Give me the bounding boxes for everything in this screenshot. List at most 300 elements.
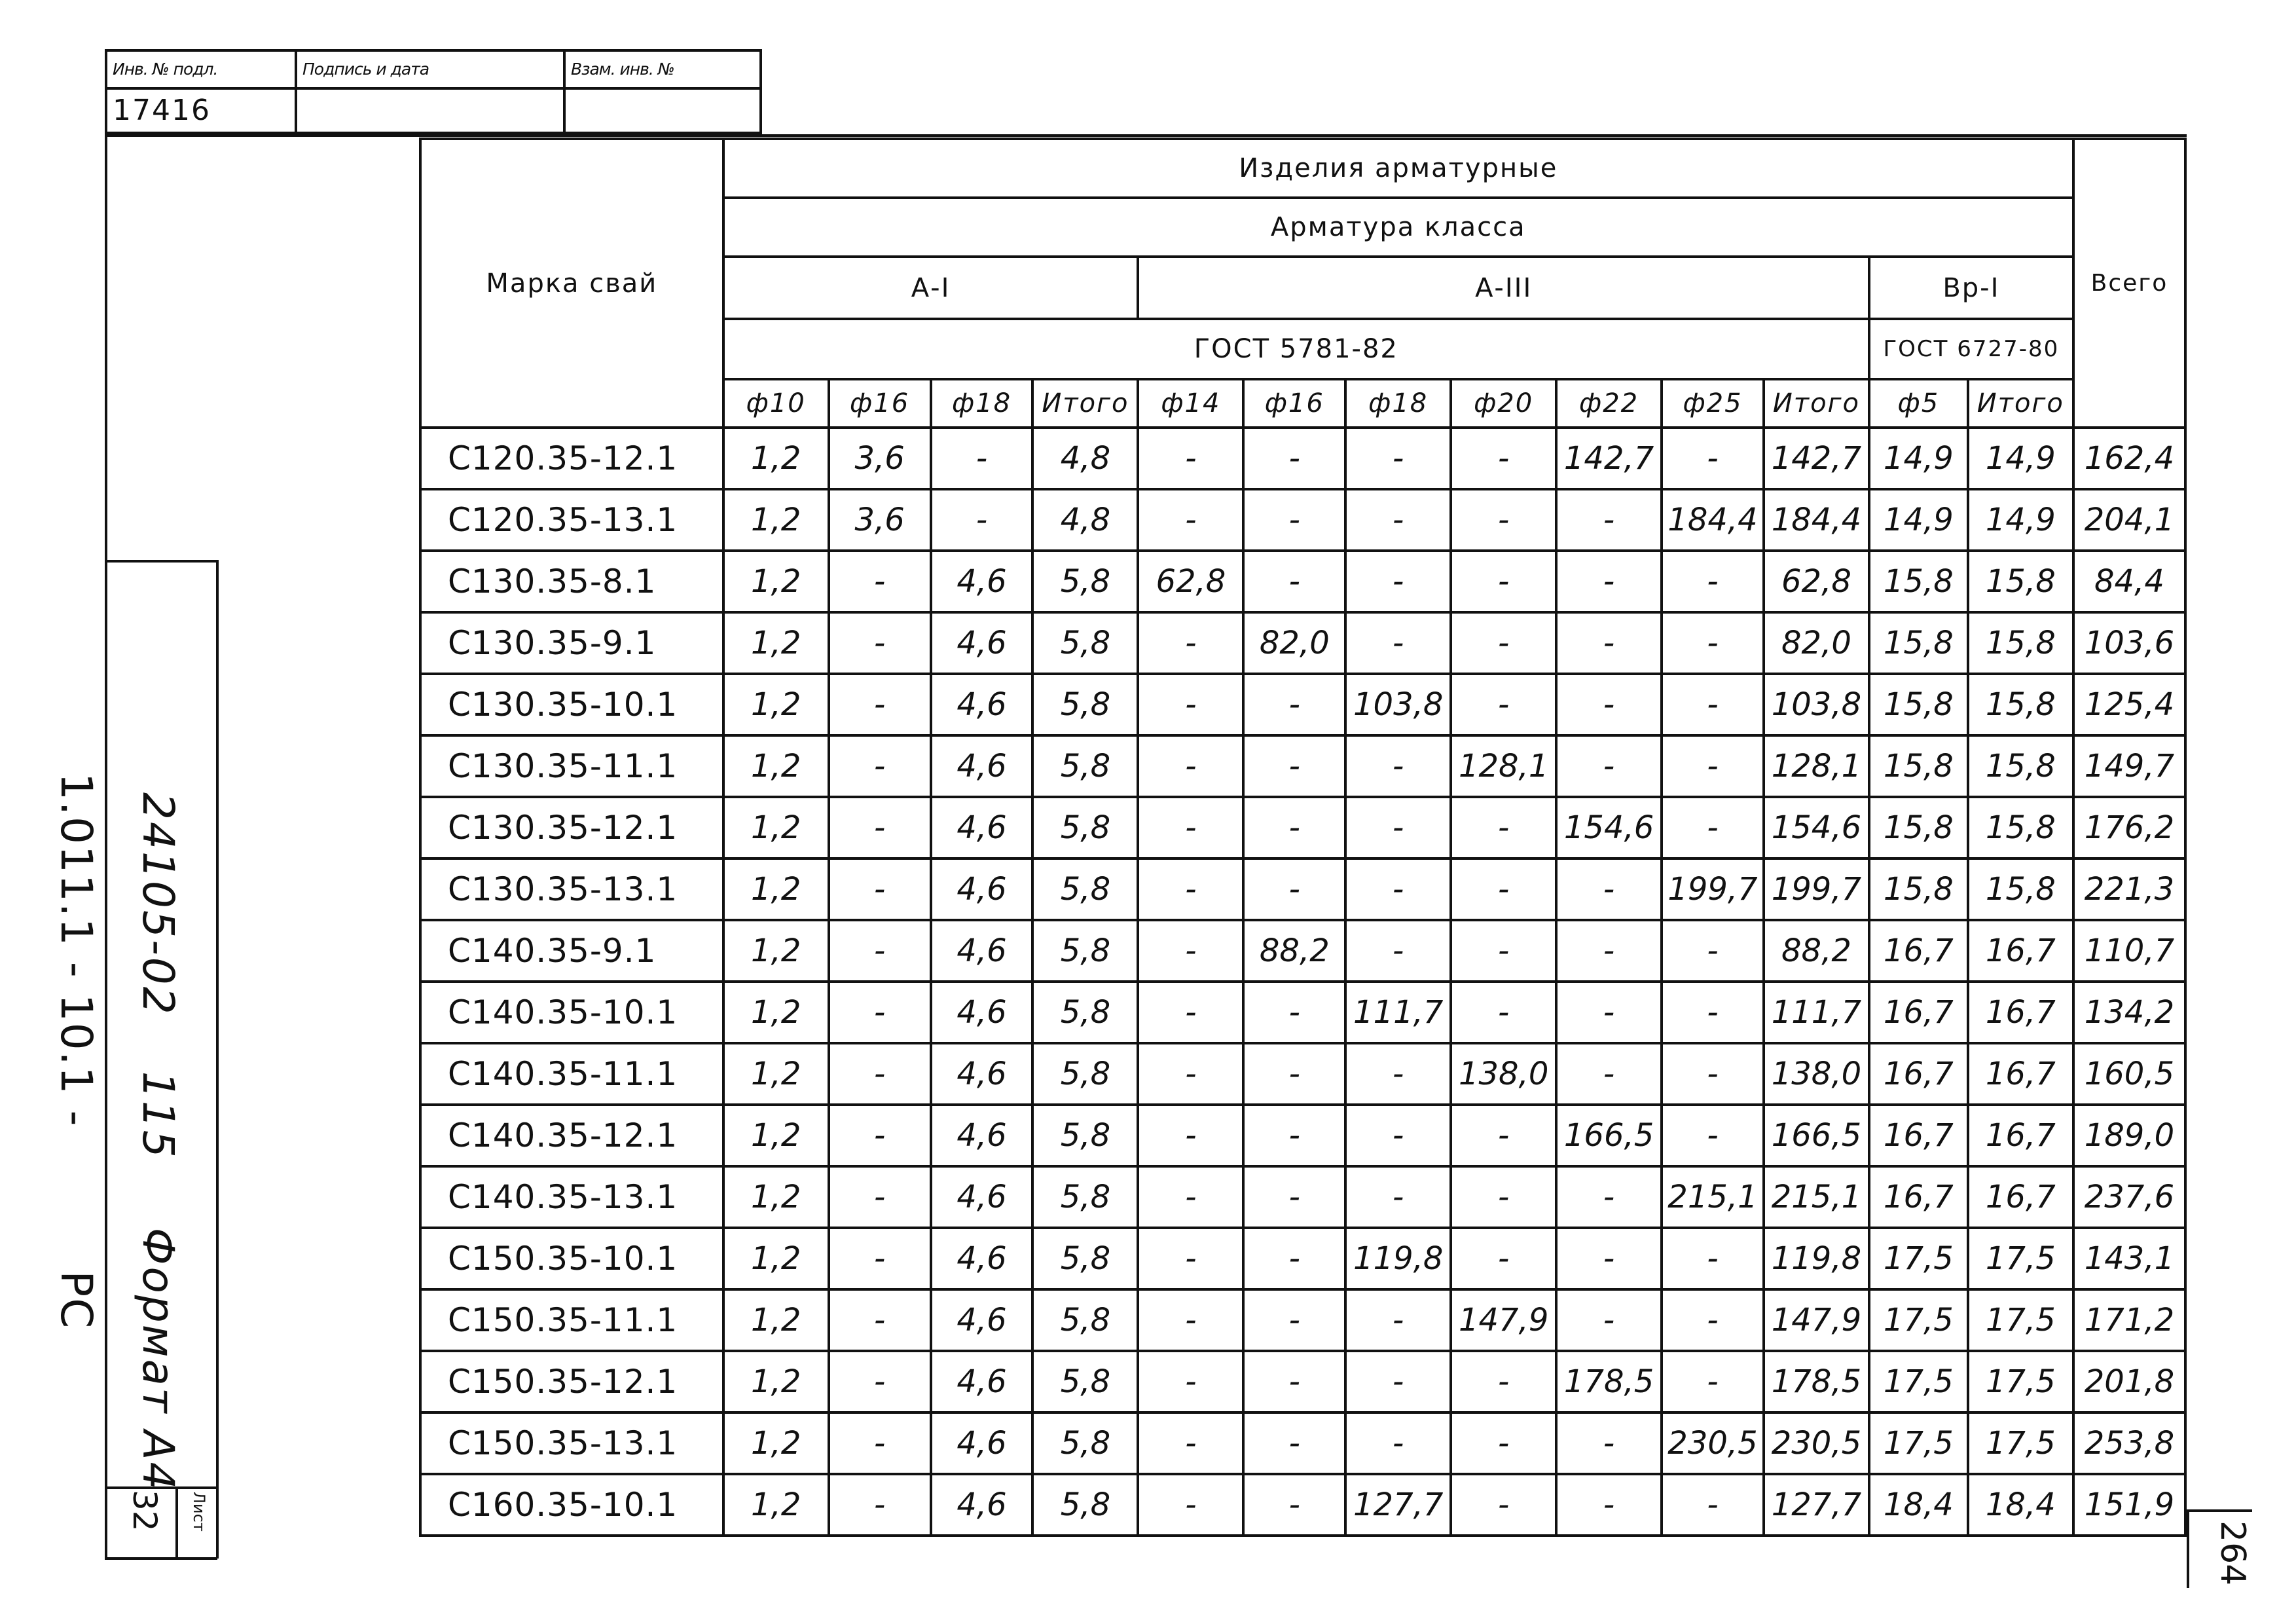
mass-cell: 4,6 <box>931 1412 1033 1474</box>
row-total-cell: 171,2 <box>2073 1289 2185 1351</box>
mass-cell: 1,2 <box>723 612 829 674</box>
mass-cell: - <box>1345 612 1451 674</box>
mass-cell: 5,8 <box>1032 1043 1138 1105</box>
mass-cell: 147,9 <box>1451 1289 1556 1351</box>
mass-cell: - <box>931 428 1033 489</box>
mass-cell: 5,8 <box>1032 797 1138 858</box>
mass-cell: 5,8 <box>1032 1412 1138 1474</box>
mass-cell: 14,9 <box>1968 489 2073 551</box>
mass-cell: - <box>1662 1474 1764 1536</box>
mass-cell: - <box>1243 1166 1345 1228</box>
mass-cell: - <box>1556 982 1662 1043</box>
mass-cell: - <box>931 489 1033 551</box>
mass-cell: - <box>1451 1474 1556 1536</box>
mass-cell: - <box>1451 489 1556 551</box>
mass-cell: - <box>1243 489 1345 551</box>
mass-cell: 16,7 <box>1869 1166 1968 1228</box>
row-total-cell: 162,4 <box>2073 428 2185 489</box>
frame-left-border <box>105 134 107 1559</box>
pile-mark-cell: С130.35-13.1 <box>420 858 723 920</box>
mass-cell: - <box>1662 674 1764 735</box>
mass-cell: - <box>1451 982 1556 1043</box>
mass-cell: 4,6 <box>931 797 1033 858</box>
table-row <box>420 674 2185 735</box>
mass-cell: - <box>1662 612 1764 674</box>
frame-bottom-border <box>105 1557 217 1560</box>
mass-cell: - <box>1662 1043 1764 1105</box>
mass-cell: - <box>1662 735 1764 797</box>
mass-cell: - <box>1556 551 1662 612</box>
mass-cell: - <box>1451 612 1556 674</box>
mass-cell: 103,8 <box>1345 674 1451 735</box>
mass-cell: 15,8 <box>1869 735 1968 797</box>
pile-mark-cell: С130.35-8.1 <box>420 551 723 612</box>
mass-cell: 1,2 <box>723 1412 829 1474</box>
row-total-cell: 160,5 <box>2073 1043 2185 1105</box>
mass-cell: 4,6 <box>931 1474 1033 1536</box>
mass-cell: - <box>1243 1474 1345 1536</box>
table-row <box>420 1289 2185 1351</box>
pile-mark-cell: С140.35-9.1 <box>420 920 723 982</box>
sheet-label: Лист <box>190 1492 208 1532</box>
mass-cell: 215,1 <box>1662 1166 1764 1228</box>
row-total-cell: 149,7 <box>2073 735 2185 797</box>
row-total-cell: 110,7 <box>2073 920 2185 982</box>
mass-cell: 15,8 <box>1869 551 1968 612</box>
diameter-header: ф18 <box>1345 379 1451 428</box>
mass-cell: 147,9 <box>1764 1289 1869 1351</box>
product-header: Изделия арматурные <box>723 139 2073 198</box>
margin-column-top <box>105 560 217 563</box>
mass-cell: 4,6 <box>931 674 1033 735</box>
mass-cell: 16,7 <box>1968 920 2073 982</box>
mass-cell: 4,6 <box>931 1351 1033 1412</box>
mass-cell: 4,8 <box>1032 428 1138 489</box>
mass-cell: 4,6 <box>931 1043 1033 1105</box>
stamp-inventory-number: 17416 <box>106 88 296 133</box>
mass-cell: - <box>1345 735 1451 797</box>
mass-cell: 17,5 <box>1968 1228 2073 1289</box>
mass-cell: 128,1 <box>1764 735 1869 797</box>
corner-code-box-side <box>2187 1509 2189 1588</box>
table-row <box>420 735 2185 797</box>
corner-code-box-top <box>2187 1509 2252 1512</box>
row-total-cell: 143,1 <box>2073 1228 2185 1289</box>
mass-cell: - <box>1662 1228 1764 1289</box>
mass-cell: - <box>1138 1412 1243 1474</box>
mass-cell: - <box>1556 1474 1662 1536</box>
diameter-header: ф18 <box>931 379 1033 428</box>
mass-cell: 119,8 <box>1764 1228 1869 1289</box>
mass-cell: - <box>829 612 931 674</box>
mass-cell: 4,6 <box>931 1228 1033 1289</box>
pile-mark-cell: С140.35-13.1 <box>420 1166 723 1228</box>
pile-mark-cell: С150.35-12.1 <box>420 1351 723 1412</box>
mass-cell: 4,6 <box>931 551 1033 612</box>
mass-cell: - <box>1243 551 1345 612</box>
diameter-header: ф22 <box>1556 379 1662 428</box>
mass-cell: 230,5 <box>1662 1412 1764 1474</box>
stamp-signature-cell <box>296 88 564 133</box>
mass-cell: - <box>1138 489 1243 551</box>
mass-cell: 4,6 <box>931 735 1033 797</box>
row-total-cell: 84,4 <box>2073 551 2185 612</box>
mass-cell: - <box>1138 1043 1243 1105</box>
mass-cell: 17,5 <box>1968 1289 2073 1351</box>
mass-cell: 1,2 <box>723 551 829 612</box>
mass-cell: - <box>1243 1289 1345 1351</box>
mass-cell: - <box>1556 1412 1662 1474</box>
mass-cell: 199,7 <box>1764 858 1869 920</box>
designation-suffix: РС <box>51 1270 101 1330</box>
mass-cell: - <box>1345 1351 1451 1412</box>
diameter-header: Итого <box>1764 379 1869 428</box>
mass-cell: - <box>829 1166 931 1228</box>
mass-cell: 166,5 <box>1556 1105 1662 1166</box>
diameter-header: Итого <box>1968 379 2073 428</box>
mass-cell: - <box>1243 674 1345 735</box>
mass-cell: 154,6 <box>1764 797 1869 858</box>
mass-cell: 16,7 <box>1968 1105 2073 1166</box>
mass-cell: 16,7 <box>1968 1043 2073 1105</box>
mass-cell: - <box>829 920 931 982</box>
mass-cell: 142,7 <box>1556 428 1662 489</box>
stamp-value-row <box>106 88 761 133</box>
mass-cell: 5,8 <box>1032 858 1138 920</box>
mass-cell: 119,8 <box>1345 1228 1451 1289</box>
total-header: Всего <box>2073 139 2185 428</box>
reinforcement-spec-table <box>419 138 2187 1537</box>
pile-mark-cell: С130.35-9.1 <box>420 612 723 674</box>
mass-cell: 16,7 <box>1869 1043 1968 1105</box>
mass-cell: 5,8 <box>1032 551 1138 612</box>
mass-cell: 88,2 <box>1243 920 1345 982</box>
mass-cell: 184,4 <box>1662 489 1764 551</box>
mass-cell: 1,2 <box>723 1105 829 1166</box>
mass-cell: 14,9 <box>1968 428 2073 489</box>
row-total-cell: 253,8 <box>2073 1412 2185 1474</box>
format-label: Формат А4 <box>133 1227 183 1492</box>
mass-cell: - <box>829 1043 931 1105</box>
mass-cell: - <box>1138 982 1243 1043</box>
mass-cell: 178,5 <box>1556 1351 1662 1412</box>
mass-cell: - <box>1345 1043 1451 1105</box>
table-row <box>420 1351 2185 1412</box>
table-row <box>420 920 2185 982</box>
mass-cell: 62,8 <box>1138 551 1243 612</box>
mass-cell: 5,8 <box>1032 612 1138 674</box>
mass-cell: - <box>1243 735 1345 797</box>
row-total-cell: 237,6 <box>2073 1166 2185 1228</box>
mass-cell: 138,0 <box>1451 1043 1556 1105</box>
diameter-header: ф16 <box>829 379 931 428</box>
mass-cell: - <box>1451 920 1556 982</box>
mass-cell: 1,2 <box>723 735 829 797</box>
mass-cell: 4,8 <box>1032 489 1138 551</box>
group-header-a3: А-III <box>1138 257 1869 319</box>
mass-cell: - <box>1138 612 1243 674</box>
pile-mark-cell: С120.35-13.1 <box>420 489 723 551</box>
mass-cell: - <box>1451 1166 1556 1228</box>
mass-cell: 111,7 <box>1345 982 1451 1043</box>
mass-cell: - <box>1138 858 1243 920</box>
mass-cell: - <box>1345 1289 1451 1351</box>
mass-cell: - <box>1138 920 1243 982</box>
mass-cell: 166,5 <box>1764 1105 1869 1166</box>
mass-cell: 1,2 <box>723 1166 829 1228</box>
mass-cell: - <box>1662 1105 1764 1166</box>
designation-vertical <box>51 773 101 1359</box>
mass-cell: - <box>1243 1351 1345 1412</box>
mass-cell: 15,8 <box>1869 797 1968 858</box>
mass-cell: - <box>829 551 931 612</box>
row-total-cell: 134,2 <box>2073 982 2185 1043</box>
table-row <box>420 1166 2185 1228</box>
document-code: 24105-02 <box>133 792 183 1016</box>
mass-cell: - <box>1138 1166 1243 1228</box>
table-row <box>420 428 2185 489</box>
mass-cell: 15,8 <box>1869 612 1968 674</box>
table-row <box>420 489 2185 551</box>
mass-cell: - <box>1662 920 1764 982</box>
row-total-cell: 204,1 <box>2073 489 2185 551</box>
pile-mark-cell: С120.35-12.1 <box>420 428 723 489</box>
mass-cell: 15,8 <box>1968 551 2073 612</box>
page-number: 115 <box>133 1071 183 1160</box>
pile-mark-cell: С140.35-11.1 <box>420 1043 723 1105</box>
mass-cell: - <box>1243 1412 1345 1474</box>
mass-cell: 1,2 <box>723 982 829 1043</box>
mass-cell: - <box>1451 674 1556 735</box>
mass-cell: 4,6 <box>931 1105 1033 1166</box>
pile-mark-cell: С140.35-12.1 <box>420 1105 723 1166</box>
class-header: Арматура класса <box>723 198 2073 257</box>
pile-mark-cell: С160.35-10.1 <box>420 1474 723 1536</box>
mass-cell: 1,2 <box>723 1289 829 1351</box>
mass-cell: - <box>1662 428 1764 489</box>
group-header-vr1: Вр-I <box>1869 257 2073 319</box>
mass-cell: 5,8 <box>1032 1351 1138 1412</box>
mass-cell: - <box>1138 1105 1243 1166</box>
mass-cell: 15,8 <box>1968 612 2073 674</box>
stamp-header-row <box>106 50 761 88</box>
mass-cell: - <box>1451 428 1556 489</box>
table-row <box>420 1412 2185 1474</box>
mass-cell: 1,2 <box>723 428 829 489</box>
mass-cell: - <box>1138 674 1243 735</box>
mass-cell: - <box>829 1289 931 1351</box>
mass-cell: 111,7 <box>1764 982 1869 1043</box>
mass-cell: - <box>1243 1105 1345 1166</box>
mass-cell: - <box>1451 551 1556 612</box>
mass-cell: 1,2 <box>723 920 829 982</box>
mass-cell: - <box>1345 920 1451 982</box>
mass-cell: - <box>829 1105 931 1166</box>
mass-cell: 1,2 <box>723 1474 829 1536</box>
mass-cell: - <box>1451 1412 1556 1474</box>
mass-cell: - <box>1662 1289 1764 1351</box>
mass-cell: 17,5 <box>1869 1228 1968 1289</box>
mass-cell: - <box>829 1412 931 1474</box>
gost-main-header: ГОСТ 5781-82 <box>723 319 1869 379</box>
mass-cell: - <box>1662 1351 1764 1412</box>
stamp-header-cell: Подпись и дата <box>296 50 564 88</box>
diameter-header: Итого <box>1032 379 1138 428</box>
mass-cell: 14,9 <box>1869 428 1968 489</box>
sheet-number: 32 <box>126 1490 164 1532</box>
diameter-header: ф20 <box>1451 379 1556 428</box>
mass-cell: 16,7 <box>1869 1105 1968 1166</box>
mass-cell: 5,8 <box>1032 1166 1138 1228</box>
mass-cell: - <box>829 1228 931 1289</box>
mass-cell: 4,6 <box>931 1166 1033 1228</box>
mass-cell: 17,5 <box>1869 1412 1968 1474</box>
table-row <box>420 982 2185 1043</box>
frame-top-border <box>105 134 2187 137</box>
mass-cell: 230,5 <box>1764 1412 1869 1474</box>
mass-cell: 1,2 <box>723 858 829 920</box>
mass-cell: 15,8 <box>1968 858 2073 920</box>
mass-cell: 103,8 <box>1764 674 1869 735</box>
stamp-header-cell: Взам. инв. № <box>564 50 761 88</box>
mass-cell: 15,8 <box>1968 674 2073 735</box>
table-row <box>420 551 2185 612</box>
mass-cell: - <box>1451 797 1556 858</box>
corner-page-code: 264 <box>2213 1521 2252 1586</box>
mass-cell: 82,0 <box>1243 612 1345 674</box>
mass-cell: 15,8 <box>1968 797 2073 858</box>
table-row <box>420 1228 2185 1289</box>
pile-mark-cell: С140.35-10.1 <box>420 982 723 1043</box>
table-row <box>420 612 2185 674</box>
mass-cell: - <box>1138 428 1243 489</box>
row-total-cell: 151,9 <box>2073 1474 2185 1536</box>
mass-cell: 127,7 <box>1345 1474 1451 1536</box>
mass-cell: 1,2 <box>723 1228 829 1289</box>
mass-cell: 1,2 <box>723 1043 829 1105</box>
header-row-products <box>420 139 2185 198</box>
sheet-box-divider <box>175 1486 178 1559</box>
mass-cell: 17,5 <box>1869 1351 1968 1412</box>
row-total-cell: 201,8 <box>2073 1351 2185 1412</box>
mass-cell: - <box>829 982 931 1043</box>
row-total-cell: 125,4 <box>2073 674 2185 735</box>
table-row <box>420 1043 2185 1105</box>
mass-cell: 178,5 <box>1764 1351 1869 1412</box>
mass-cell: - <box>1556 1289 1662 1351</box>
mass-cell: - <box>1556 1228 1662 1289</box>
mass-cell: 138,0 <box>1764 1043 1869 1105</box>
mass-cell: 127,7 <box>1764 1474 1869 1536</box>
mass-cell: 88,2 <box>1764 920 1869 982</box>
mass-cell: - <box>1556 858 1662 920</box>
mass-cell: 5,8 <box>1032 1105 1138 1166</box>
pile-mark-cell: С130.35-11.1 <box>420 735 723 797</box>
pile-mark-cell: С150.35-13.1 <box>420 1412 723 1474</box>
document-code-vertical <box>133 792 183 1492</box>
mass-cell: - <box>1243 797 1345 858</box>
mass-cell: - <box>1138 735 1243 797</box>
pile-mark-cell: С150.35-11.1 <box>420 1289 723 1351</box>
mass-cell: - <box>1345 1412 1451 1474</box>
mass-cell: - <box>1662 797 1764 858</box>
mass-cell: - <box>1556 674 1662 735</box>
mass-cell: 16,7 <box>1968 982 2073 1043</box>
mass-cell: 184,4 <box>1764 489 1869 551</box>
mass-cell: - <box>1556 612 1662 674</box>
mass-cell: 18,4 <box>1869 1474 1968 1536</box>
mass-cell: 16,7 <box>1869 982 1968 1043</box>
mass-cell: - <box>1138 1474 1243 1536</box>
mass-cell: 5,8 <box>1032 1289 1138 1351</box>
mass-cell: - <box>1138 1351 1243 1412</box>
mass-cell: 15,8 <box>1869 858 1968 920</box>
group-header-a1: А-I <box>723 257 1139 319</box>
mass-cell: 3,6 <box>829 489 931 551</box>
table-row <box>420 797 2185 858</box>
mass-cell: 3,6 <box>829 428 931 489</box>
mass-cell: - <box>1662 551 1764 612</box>
mass-cell: - <box>1345 858 1451 920</box>
mass-cell: - <box>829 797 931 858</box>
row-total-cell: 189,0 <box>2073 1105 2185 1166</box>
mass-cell: - <box>1243 1228 1345 1289</box>
mass-cell: - <box>829 735 931 797</box>
table-row <box>420 1474 2185 1536</box>
mass-cell: - <box>829 674 931 735</box>
designation-series: 1.011.1 - 10.1 - <box>51 773 101 1128</box>
stamp-replacement-cell <box>564 88 761 133</box>
mass-cell: - <box>1138 797 1243 858</box>
mass-cell: 1,2 <box>723 674 829 735</box>
mass-cell: 1,2 <box>723 489 829 551</box>
mass-cell: - <box>1345 551 1451 612</box>
mass-cell: - <box>1451 1105 1556 1166</box>
mass-cell: - <box>1243 982 1345 1043</box>
mark-header: Марка свай <box>420 139 723 428</box>
mass-cell: 5,8 <box>1032 1228 1138 1289</box>
mass-cell: - <box>1243 858 1345 920</box>
spec-table-body <box>420 428 2185 1536</box>
mass-cell: 4,6 <box>931 612 1033 674</box>
mass-cell: 15,8 <box>1968 735 2073 797</box>
mass-cell: 154,6 <box>1556 797 1662 858</box>
stamp-header-cell: Инв. № подл. <box>106 50 296 88</box>
mass-cell: 17,5 <box>1968 1412 2073 1474</box>
mass-cell: - <box>829 1351 931 1412</box>
mass-cell: - <box>1243 428 1345 489</box>
diameter-header: ф25 <box>1662 379 1764 428</box>
mass-cell: 18,4 <box>1968 1474 2073 1536</box>
mass-cell: - <box>1556 1043 1662 1105</box>
row-total-cell: 176,2 <box>2073 797 2185 858</box>
row-total-cell: 103,6 <box>2073 612 2185 674</box>
mass-cell: - <box>1345 797 1451 858</box>
mass-cell: 17,5 <box>1968 1351 2073 1412</box>
mass-cell: 5,8 <box>1032 982 1138 1043</box>
mass-cell: - <box>1556 489 1662 551</box>
mass-cell: - <box>829 1474 931 1536</box>
mass-cell: - <box>1662 982 1764 1043</box>
mass-cell: 17,5 <box>1869 1289 1968 1351</box>
pile-mark-cell: С150.35-10.1 <box>420 1228 723 1289</box>
table-row <box>420 858 2185 920</box>
mass-cell: - <box>1345 1166 1451 1228</box>
mass-cell: 5,8 <box>1032 920 1138 982</box>
mass-cell: 16,7 <box>1968 1166 2073 1228</box>
mass-cell: 142,7 <box>1764 428 1869 489</box>
row-total-cell: 221,3 <box>2073 858 2185 920</box>
